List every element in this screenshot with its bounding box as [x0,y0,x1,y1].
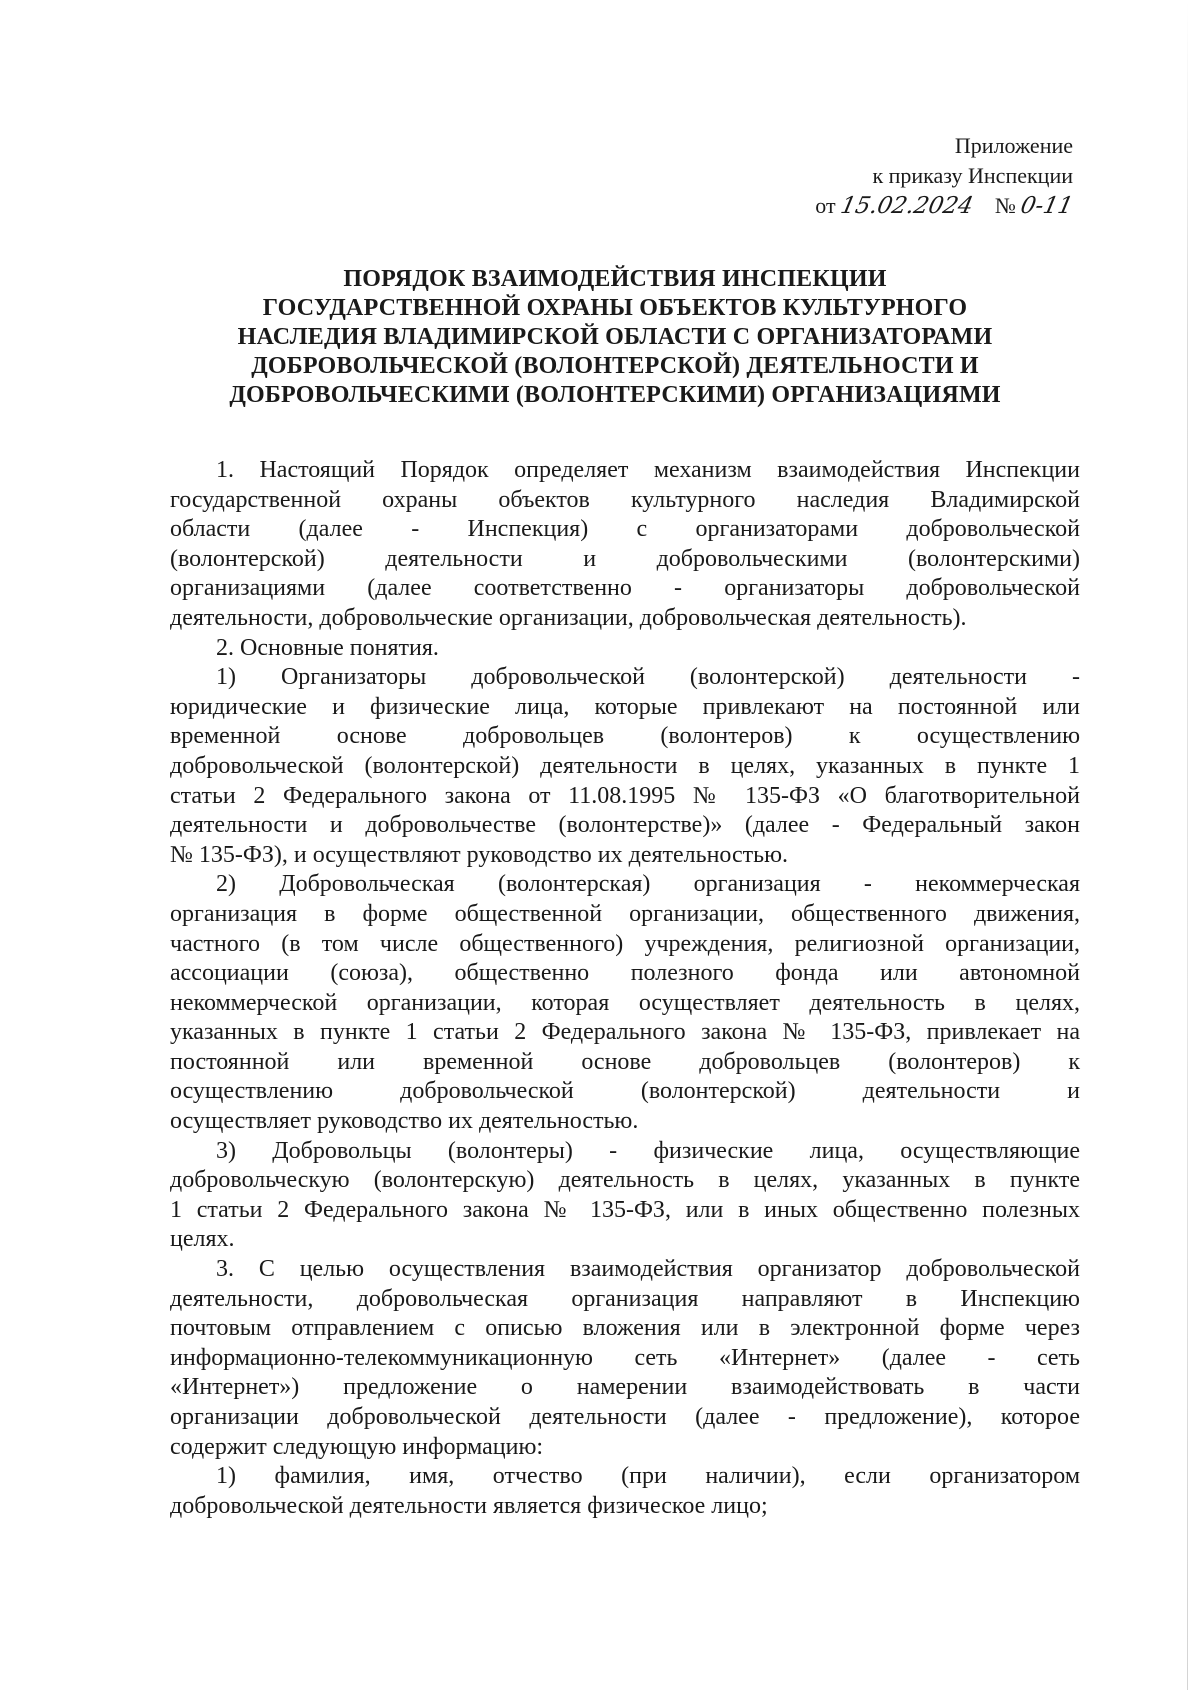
body-line: содержит следующую информацию: [170,1433,544,1460]
body-line: некоммерческой организации, которая осуществляет деятельность в целях, [170,989,1080,1016]
body-line: осуществляет руководство их деятельностью. [170,1108,639,1135]
body-line: постоянной или временной основе добровольцев (волонтеров) к [170,1048,1080,1075]
body-line: 1) фамилия, имя, отчество (при наличии), если организатором [216,1463,1080,1490]
body-line: добровольческой (волонтерской) деятельности в целях, указанных в пункте 1 [170,752,1080,779]
body-line: № 135-ФЗ), и осуществляют руководство их деятельностью. [170,841,789,868]
body-line: информационно-телекоммуникационную сеть «Интернет» (далее - сеть [170,1344,1080,1371]
body-line: 1) Организаторы добровольческой (волонтерской) деятельности - [216,664,1080,691]
body-line: добровольческой деятельности является физическое лицо; [170,1492,768,1519]
appendix-line-2: к приказу Инспекции [872,163,1073,188]
title-line: ДОБРОВОЛЬЧЕСКОЙ (ВОЛОНТЕРСКОЙ) ДЕЯТЕЛЬНОСТИ И [251,353,979,379]
title-line: ПОРЯДОК ВЗАИМОДЕЙСТВИЯ ИНСПЕКЦИИ [343,266,887,292]
body-line: добровольческую (волонтерскую) деятельность в целях, указанных в пункте [170,1167,1080,1194]
appendix-block [815,131,1076,221]
handwritten-date: 15.02.2024 [838,193,976,219]
date-prefix: от [815,193,836,218]
body-line: 2) Добровольческая (волонтерская) организация - некоммерческая [216,871,1080,898]
body-line: 3. С целью осуществления взаимодействия организатор добровольческой [216,1256,1080,1283]
appendix-date-line [815,191,1076,221]
body-line: государственной охраны объектов культурного наследия Владимирской [170,486,1080,513]
body-line: почтовым отправлением с описью вложения или в электронной форме через [170,1315,1080,1342]
body-line: 3) Добровольцы (волонтеры) - физические лица, осуществляющие [216,1137,1080,1164]
title-line: НАСЛЕДИЯ ВЛАДИМИРСКОЙ ОБЛАСТИ С ОРГАНИЗАТОРАМИ [237,324,993,350]
body-line: частного (в том числе общественного) учреждения, религиозной организации, [170,930,1080,957]
body-line: (волонтерской) деятельности и добровольческими (волонтерскими) [170,545,1080,572]
body-line: ассоциации (союза), общественно полезного фонда или автономной [170,960,1080,987]
body-line: деятельности, добровольческая организация направляют в Инспекцию [170,1285,1080,1312]
body-line: осуществлению добровольческой (волонтерской) деятельности и [170,1078,1080,1105]
body-line: организация в форме общественной организации, общественного движения, [170,900,1080,927]
body-line: деятельности и добровольчестве (волонтерстве)» (далее - Федеральный закон [170,812,1080,839]
scan-edge-line [1187,0,1188,1690]
body-line: организациями (далее соответственно - организаторы добровольческой [170,575,1080,602]
number-prefix: № [994,193,1016,218]
handwritten-number: 0-11 [1018,193,1076,219]
body-line: юридические и физические лица, которые привлекают на постоянной или [170,693,1080,720]
body-line: целях. [170,1226,235,1253]
body-line: статьи 2 Федерального закона от 11.08.1995 № 135-ФЗ «О благотворительной [170,782,1080,809]
appendix-line-1: Приложение [954,133,1073,158]
body-line: деятельности, добровольческие организации, добровольческая деятельность). [170,604,967,631]
body-line: указанных в пункте 1 статьи 2 Федерального закона № 135-ФЗ, привлекает на [170,1019,1080,1046]
document-title [150,265,1080,410]
document-body [170,456,1080,1521]
body-line: организации добровольческой деятельности (далее - предложение), которое [170,1404,1080,1430]
body-line: временной основе добровольцев (волонтеров) к осуществлению [170,723,1080,750]
title-line: ДОБРОВОЛЬЧЕСКИМИ (ВОЛОНТЕРСКИМИ) ОРГАНИЗАЦИЯМИ [229,382,1001,408]
body-line: 2. Основные понятия. [216,634,439,661]
body-line: «Интернет») предложение о намерении взаимодействовать в части [170,1374,1080,1401]
body-line: 1 статьи 2 Федерального закона № 135-ФЗ, или в иных общественно полезных [170,1196,1080,1223]
body-line: 1. Настоящий Порядок определяет механизм взаимодействия Инспекции [216,457,1080,483]
title-line: ГОСУДАРСТВЕННОЙ ОХРАНЫ ОБЪЕКТОВ КУЛЬТУРНОГО [262,295,968,321]
body-line: области (далее - Инспекция) с организаторами добровольческой [170,516,1080,543]
